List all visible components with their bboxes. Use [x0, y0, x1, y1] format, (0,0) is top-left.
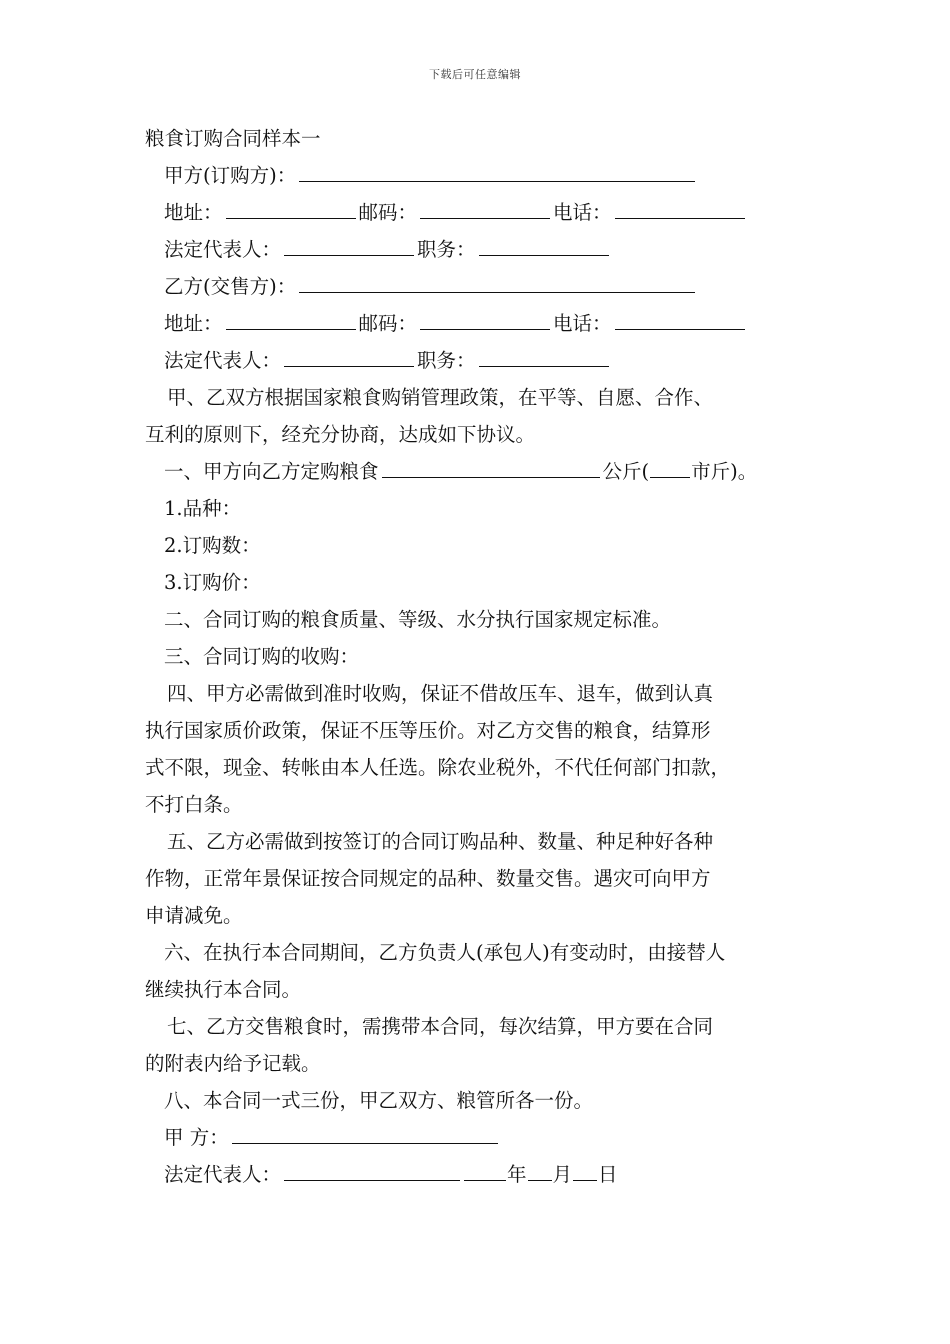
party-b-blank[interactable]	[299, 268, 695, 293]
intro-line: 甲、乙双方根据国家粮食购销管理政策，在平等、自愿、合作、	[167, 386, 714, 409]
sign-party-a-blank[interactable]	[232, 1119, 498, 1144]
clause-7-line: 七、乙方交售粮食时，需携带本合同，每次结算，甲方要在合同	[167, 1015, 714, 1038]
clause-5-line: 申请减免。	[145, 904, 243, 927]
party-a-row	[145, 157, 825, 194]
party-a-address-row	[145, 194, 825, 231]
legal-rep-label: 法定代表人：	[164, 238, 282, 261]
item-quantity: 2.订购数：	[164, 534, 261, 557]
document-title: 粮食订购合同样本一	[145, 127, 321, 150]
party-b-legal-rep-row	[145, 342, 825, 379]
contract-body	[145, 120, 825, 1193]
clause-8: 八、本合同一式三份，甲乙双方、粮管所各一份。	[164, 1089, 594, 1112]
sign-party-a-label: 甲 方：	[164, 1126, 229, 1149]
legal-rep-blank[interactable]	[284, 231, 414, 256]
postcode-label: 邮码：	[358, 312, 418, 335]
phone-label: 电话：	[553, 201, 612, 224]
address-label: 地址：	[164, 201, 223, 224]
address-blank[interactable]	[226, 305, 356, 330]
signature-party-a-row	[145, 1119, 825, 1156]
position-blank[interactable]	[479, 231, 609, 256]
clause-5-line: 五、乙方必需做到按签订的合同订购品种、数量、种足种好各种	[167, 830, 714, 853]
party-a-legal-rep-row	[145, 231, 825, 268]
year-label: 年	[507, 1163, 527, 1186]
intro-line: 互利的原则下，经充分协商，达成如下协议。	[145, 423, 536, 446]
clause-2: 二、合同订购的粮食质量、等级、水分执行国家规定标准。	[164, 608, 672, 631]
clause-1-kg-text: 公斤(	[602, 460, 650, 483]
month-blank[interactable]	[528, 1156, 552, 1181]
clause-7-line: 的附表内给予记载。	[145, 1052, 321, 1075]
address-label: 地址：	[164, 312, 223, 335]
party-a-label: 甲方(订购方)：	[164, 164, 297, 187]
party-b-row	[145, 268, 825, 305]
clause-4-line: 不打白条。	[145, 793, 243, 816]
legal-rep-label: 法定代表人：	[164, 349, 282, 372]
party-a-blank[interactable]	[299, 157, 695, 182]
day-blank[interactable]	[573, 1156, 597, 1181]
position-label: 职务：	[417, 238, 476, 261]
year-blank[interactable]	[464, 1156, 506, 1181]
item-variety: 1.品种：	[164, 497, 242, 520]
postcode-label: 邮码：	[358, 201, 418, 224]
clause-1-text: 一、甲方向乙方定购粮食	[164, 460, 379, 483]
grain-jin-blank[interactable]	[650, 453, 690, 478]
clause-4-line: 四、甲方必需做到准时收购，保证不借故压车、退车，做到认真	[167, 682, 714, 705]
phone-blank[interactable]	[615, 194, 745, 219]
postcode-blank[interactable]	[420, 305, 550, 330]
signature-legal-rep-row	[145, 1156, 825, 1193]
sign-legal-rep-blank[interactable]	[284, 1156, 460, 1181]
page-header: 下载后可任意编辑	[429, 68, 521, 81]
day-label: 日	[598, 1163, 618, 1186]
phone-blank[interactable]	[615, 305, 745, 330]
postcode-blank[interactable]	[420, 194, 550, 219]
clause-4-line: 式不限，现金、转帐由本人任选。除农业税外，不代任何部门扣款，	[145, 756, 731, 779]
party-b-address-row	[145, 305, 825, 342]
clause-4-line: 执行国家质价政策，保证不压等压价。对乙方交售的粮食，结算形	[145, 719, 711, 742]
phone-label: 电话：	[553, 312, 612, 335]
clause-1-row	[145, 453, 825, 490]
party-b-label: 乙方(交售方)：	[164, 275, 297, 298]
address-blank[interactable]	[226, 194, 356, 219]
clause-1-jin-text: 市斤)。	[691, 460, 758, 483]
grain-kg-blank[interactable]	[382, 453, 600, 478]
clause-3: 三、合同订购的收购：	[164, 645, 360, 668]
position-label: 职务：	[417, 349, 476, 372]
item-price: 3.订购价：	[164, 571, 261, 594]
clause-5-line: 作物，正常年景保证按合同规定的品种、数量交售。遇灾可向甲方	[145, 867, 711, 890]
position-blank[interactable]	[479, 342, 609, 367]
clause-6-line: 继续执行本合同。	[145, 978, 302, 1001]
month-label: 月	[552, 1163, 573, 1186]
clause-6-line: 六、在执行本合同期间，乙方负责人(承包人)有变动时，由接替人	[164, 941, 726, 964]
sign-legal-rep-label: 法定代表人：	[164, 1163, 282, 1186]
legal-rep-blank[interactable]	[284, 342, 414, 367]
